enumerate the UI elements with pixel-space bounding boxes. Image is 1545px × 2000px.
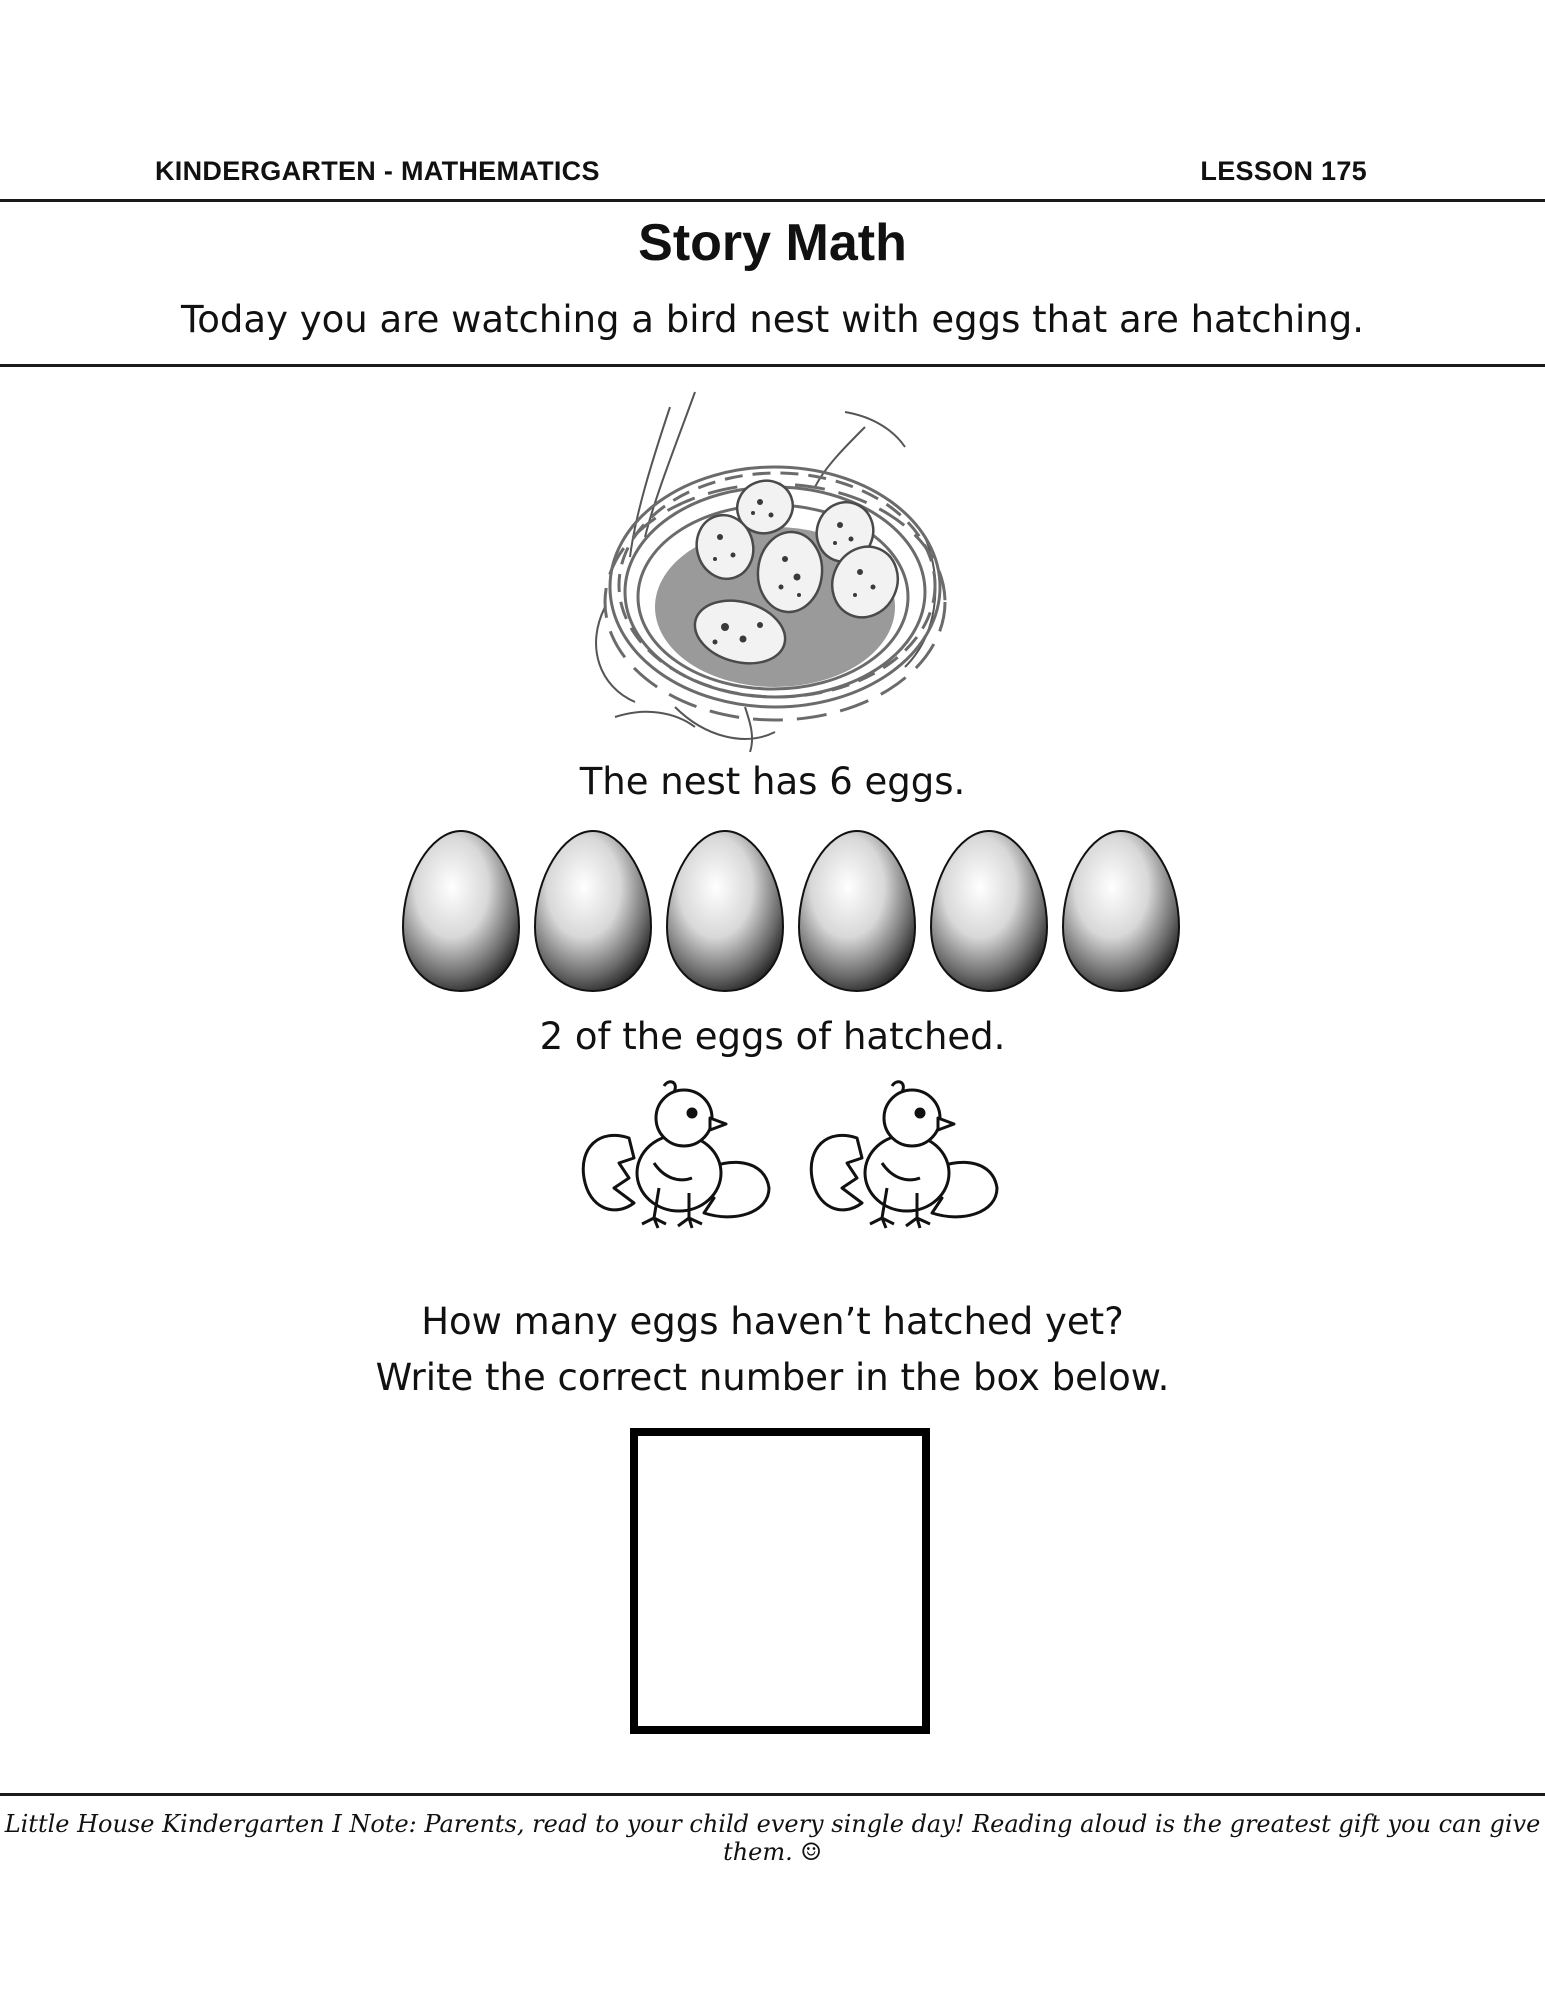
answer-box[interactable] bbox=[630, 1428, 930, 1734]
egg-icon bbox=[1063, 831, 1179, 991]
egg-icon bbox=[535, 831, 651, 991]
egg-icon bbox=[403, 831, 519, 991]
hatched-text: 2 of the eggs of hatched. bbox=[539, 1015, 1006, 1058]
question-line-1: How many eggs haven’t hatched yet? bbox=[421, 1300, 1124, 1343]
eggs-row bbox=[401, 827, 1181, 995]
bird-nest-illustration bbox=[575, 387, 965, 752]
footer-rule bbox=[0, 1793, 1545, 1796]
hatched-chicks-row bbox=[574, 1078, 1014, 1230]
chick-icon bbox=[583, 1082, 769, 1228]
footer-note: Little House Kindergarten I Note: Parents, read to your child every single day! Reading aloud is the greatest gift you can give them. ☺ bbox=[4, 1810, 1541, 1866]
chick-icon bbox=[811, 1082, 997, 1228]
intro-rule bbox=[0, 364, 1545, 367]
subject-heading: KINDERGARTEN - MATHEMATICS bbox=[155, 156, 600, 186]
header-rule bbox=[0, 199, 1545, 202]
egg-icon bbox=[931, 831, 1047, 991]
question-line-2: Write the correct number in the box below. bbox=[375, 1356, 1170, 1399]
page-title: Story Math bbox=[638, 214, 907, 272]
intro-text: Today you are watching a bird nest with eggs that are hatching. bbox=[180, 298, 1365, 341]
egg-icon bbox=[799, 831, 915, 991]
egg-icon bbox=[667, 831, 783, 991]
nest-count-text: The nest has 6 eggs. bbox=[579, 760, 966, 803]
lesson-number: LESSON 175 bbox=[1200, 156, 1367, 186]
